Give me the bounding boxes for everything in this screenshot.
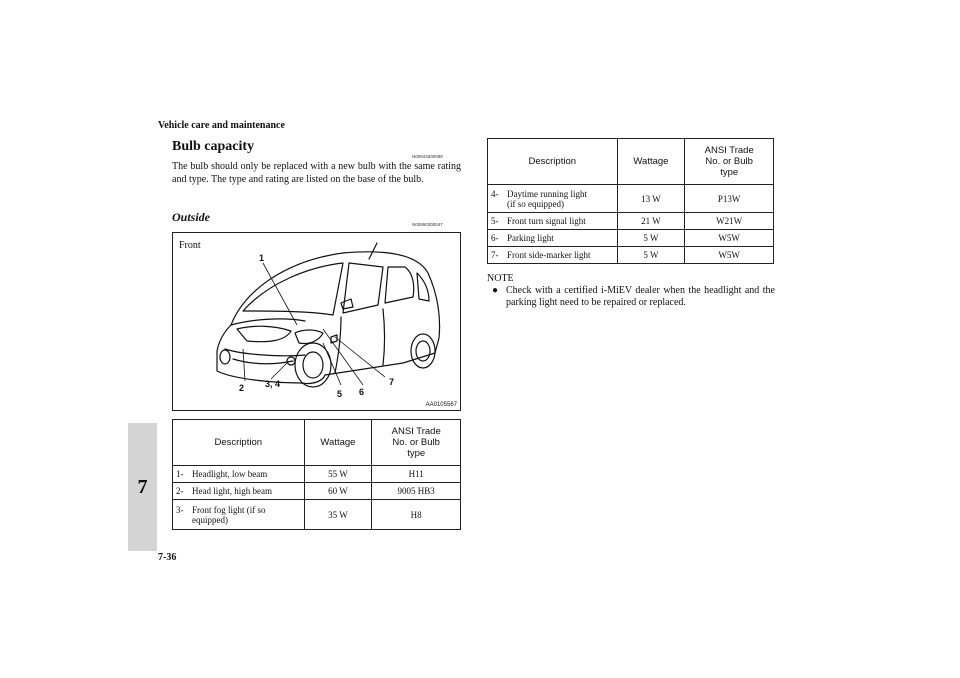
table-row xyxy=(488,230,774,247)
row-ansi: W5W xyxy=(685,230,774,247)
row-description xyxy=(488,185,618,213)
row-ansi: P13W xyxy=(685,185,774,213)
row-wattage: 60 W xyxy=(304,483,372,500)
row-wattage: 13 W xyxy=(617,185,685,213)
table-row xyxy=(173,466,461,483)
page-number: 7-36 xyxy=(158,552,177,563)
row-desc-text-2: (if so equipped) xyxy=(507,198,564,209)
note-title: NOTE xyxy=(487,273,514,284)
outside-code: N00950300047 xyxy=(412,222,443,227)
header-ansi-line1: ANSI Trade xyxy=(704,145,754,156)
row-description xyxy=(173,500,305,530)
bulb-table-1 xyxy=(172,419,461,530)
row-desc-text: Daytime running light xyxy=(507,188,587,199)
row-wattage: 55 W xyxy=(304,466,372,483)
vehicle-figure xyxy=(172,232,461,411)
row-ansi: H8 xyxy=(372,500,461,530)
callout-2: 2 xyxy=(239,383,245,393)
callout-7: 7 xyxy=(389,377,395,387)
row-description xyxy=(488,247,618,264)
row-wattage: 5 W xyxy=(617,247,685,264)
row-desc-text-2: equipped) xyxy=(192,514,228,525)
row-desc-text: Front turn signal light xyxy=(507,216,586,226)
row-number: 4- xyxy=(491,188,499,199)
table-header-row xyxy=(173,420,461,466)
table-row xyxy=(488,185,774,213)
row-number: 6- xyxy=(491,233,499,243)
bulb-capacity-code: N00943000099 xyxy=(412,154,443,159)
header-ansi-line2: No. or Bulb xyxy=(392,437,440,448)
chapter-number: 7 xyxy=(137,475,148,498)
outside-heading: Outside xyxy=(172,210,211,224)
note-body xyxy=(492,285,775,309)
row-ansi: H11 xyxy=(372,466,461,483)
header-ansi-line2: No. or Bulb xyxy=(705,156,753,167)
row-ansi: W21W xyxy=(685,213,774,230)
header-ansi-line3: type xyxy=(407,448,426,459)
row-wattage: 35 W xyxy=(304,500,372,530)
row-description xyxy=(488,213,618,230)
row-ansi: 9005 HB3 xyxy=(372,483,461,500)
row-number: 5- xyxy=(491,216,499,226)
note-text: Check with a certified i-MiEV dealer when the headlight and the parking light need to be repaired or replaced. xyxy=(506,285,775,308)
header-wattage: Wattage xyxy=(617,139,685,185)
row-desc-text: Head light, high beam xyxy=(192,486,272,496)
header-ansi-line1: ANSI Trade xyxy=(391,426,441,437)
row-description xyxy=(173,483,305,500)
callout-6: 6 xyxy=(359,387,365,397)
bulb-table-2 xyxy=(487,138,774,264)
table-row xyxy=(488,213,774,230)
table-row xyxy=(173,500,461,530)
figure-code: AA0105567 xyxy=(425,402,457,408)
header-ansi xyxy=(372,420,461,466)
row-wattage: 5 W xyxy=(617,230,685,247)
table-row xyxy=(173,483,461,500)
row-number: 1- xyxy=(176,469,184,479)
car-illustration xyxy=(173,233,460,410)
bullet-icon: ● xyxy=(492,285,499,296)
chapter-tab xyxy=(128,423,157,551)
row-number: 3- xyxy=(176,504,184,515)
row-wattage: 21 W xyxy=(617,213,685,230)
row-description xyxy=(488,230,618,247)
header-ansi xyxy=(685,139,774,185)
row-desc-text: Parking light xyxy=(507,233,554,243)
table-row xyxy=(488,247,774,264)
row-desc-text: Front fog light (if so xyxy=(192,504,266,515)
callout-1: 1 xyxy=(259,253,265,263)
section-header: Vehicle care and maintenance xyxy=(158,120,285,131)
row-ansi: W5W xyxy=(685,247,774,264)
row-desc-text: Front side-marker light xyxy=(507,250,591,260)
row-desc-text: Headlight, low beam xyxy=(192,469,268,479)
table-header-row xyxy=(488,139,774,185)
bulb-capacity-heading: Bulb capacity xyxy=(172,139,255,154)
header-description: Description xyxy=(173,420,305,466)
header-description: Description xyxy=(488,139,618,185)
intro-paragraph: The bulb should only be replaced with a new bulb with the same rating and type. The type and rating are listed on the base of the bulb. xyxy=(172,161,461,185)
header-ansi-line3: type xyxy=(720,167,739,178)
row-number: 2- xyxy=(176,486,184,496)
figure-label-front: Front xyxy=(179,240,201,251)
row-number: 7- xyxy=(491,250,499,260)
callout-5: 5 xyxy=(337,389,343,399)
row-description xyxy=(173,466,305,483)
header-wattage: Wattage xyxy=(304,420,372,466)
callout-3-4: 3, 4 xyxy=(265,379,281,389)
